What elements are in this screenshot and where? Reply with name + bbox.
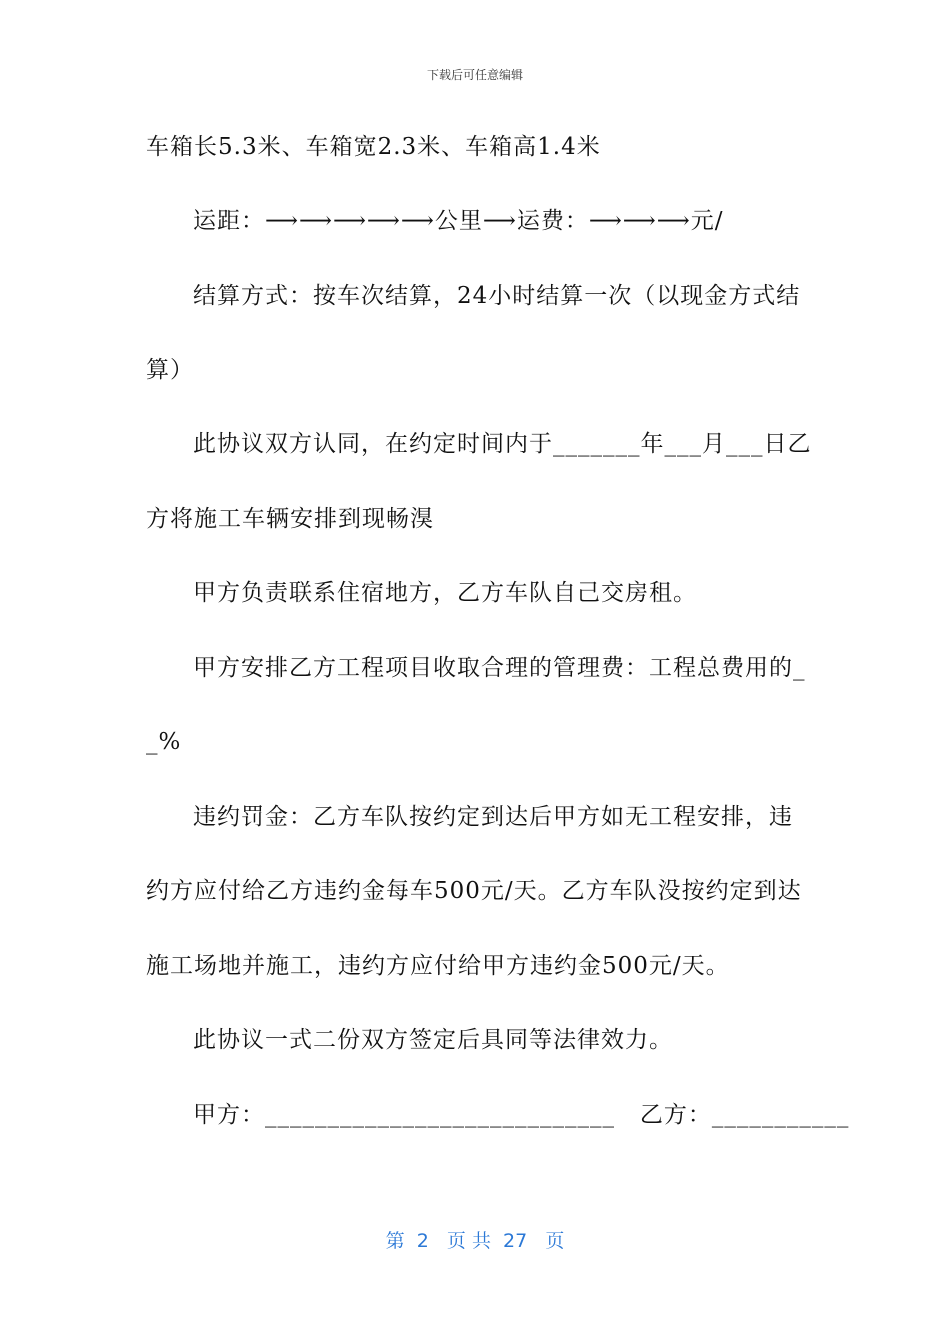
settlement-method-line: 结算方式：按车次结算，24小时结算一次（以现金方式结 [193,283,801,309]
page-header: 下载后可任意编辑 [426,68,523,82]
penalty-line: 违约罚金：乙方车队按约定到达后甲方如无工程安排，违 [193,804,793,830]
penalty-line-cont-1: 约方应付给乙方违约金每车500元/天。乙方车队没按约定到达 [146,878,802,904]
penalty-line-cont-2: 施工场地并施工，违约方应付给甲方违约金500元/天。 [146,953,730,979]
settlement-method-line-cont: 算） [146,357,194,383]
signature-line: 甲方：____________________________ 乙方：___________ [193,1102,850,1128]
truck-dimensions-line: 车箱长5.3米、车箱宽2.3米、车箱高1.4米 [146,134,601,160]
management-fee-line-cont: _% [146,729,182,755]
page-footer: 第 2 页 共 27 页 [385,1230,565,1252]
accommodation-line: 甲方负责联系住宿地方，乙方车队自己交房租。 [193,580,697,606]
agreement-date-line: 此协议双方认同，在约定时间内于_______年___月___日乙 [193,431,812,457]
legal-effect-line: 此协议一式二份双方签定后具同等法律效力。 [193,1027,673,1053]
agreement-date-line-cont: 方将施工车辆安排到现畅湨 [146,506,434,532]
management-fee-line: 甲方安排乙方工程项目收取合理的管理费：工程总费用的_ [193,655,806,681]
distance-fee-line: 运距：⟶⟶⟶⟶⟶公里⟶运费：⟶⟶⟶元/ [193,208,724,234]
